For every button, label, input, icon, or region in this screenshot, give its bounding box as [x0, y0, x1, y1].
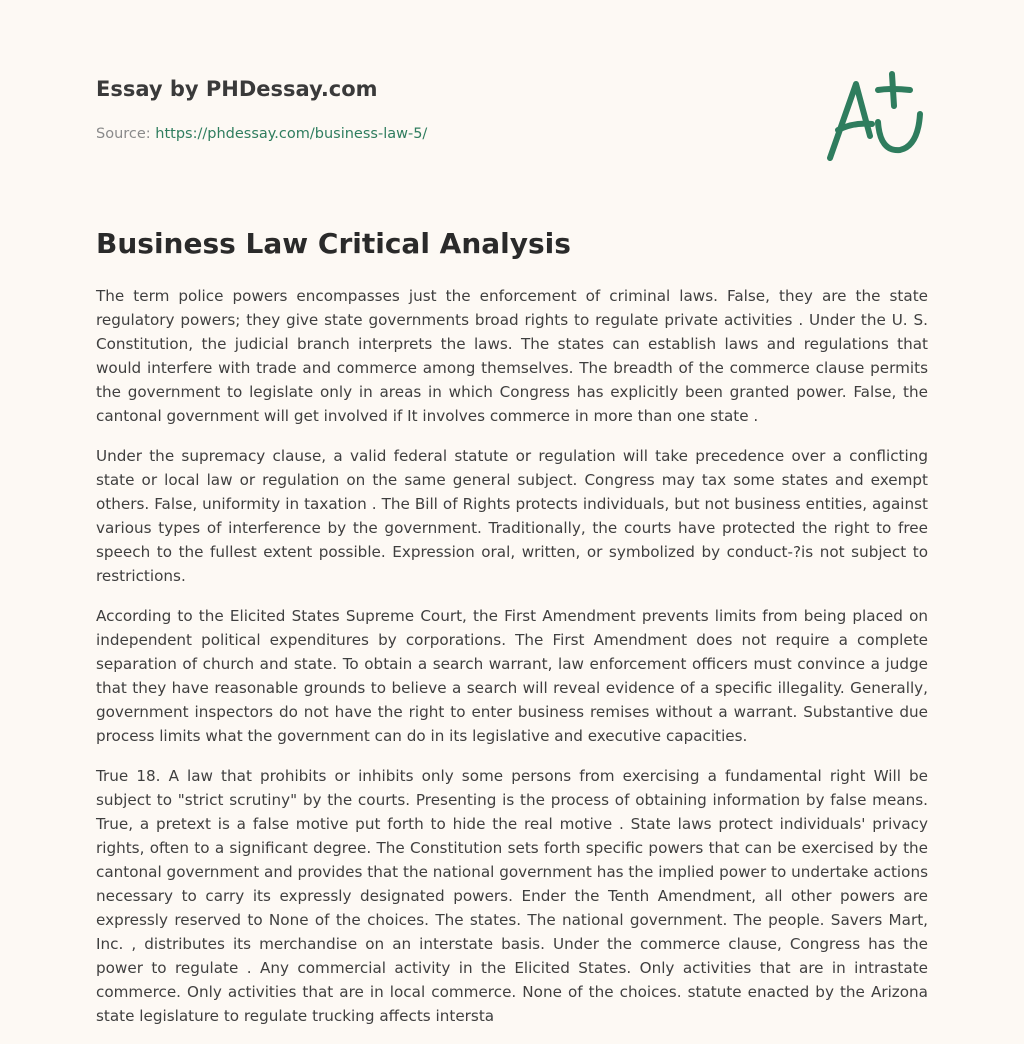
essay-body: [96, 284, 928, 1044]
essay-title: Business Law Critical Analysis: [96, 227, 571, 260]
site-brand: Essay by PHDessay.com: [96, 77, 378, 101]
source-line: [96, 124, 696, 144]
paragraph: Under the supremacy clause, a valid federal statute or regulation will take precedence over a conflicting state or local law or regulation on the same general subject. Congress may tax some states and exempt others. False, uniformity in taxation . The Bill of Rights protects individuals, but not business entities, against various types of interference by the government. Traditionally, the courts have protected the right to free speech to the fullest extent possible. Expression oral, written, or symbolized by conduct-?is not subject to restrictions.: [96, 447, 928, 585]
source-label: Source:: [96, 126, 156, 142]
paragraph: True 18. A law that prohibits or inhibits only some persons from exercising a fundamental right Will be subject to "strict scrutiny" by the courts. Presenting is the process of obtaining information by false means. True, a pretext is a false motive put forth to hide the real motive . State laws protect individuals' privacy rights, often to a significant degree. The Constitution sets forth specific powers that can be exercised by the cantonal government and provides that the national government has the implied power to undertake actions necessary to carry its expressly designated powers. Ender the Tenth Amendment, all other powers are expressly reserved to None of the choices. The states. The national government. The people. Savers Mart, Inc. , distributes its merchandise on an interstate basis. Under the commerce clause, Congress has the power to regulate . Any commercial activity in the Elicited States. Only activities that are in intrastate commerce. Only activities that are in local commerce. None of the choices. statute enacted by the Arizona state legislature to regulate trucking affects intersta: [96, 767, 928, 1025]
a-plus-grade-icon: [820, 66, 930, 166]
source-link[interactable]: https://phdessay.com/business-law-5/: [155, 126, 428, 142]
essay-header: [96, 74, 696, 144]
paragraph: The term police powers encompasses just the enforcement of criminal laws. False, they are the state regulatory powers; they give state governments broad rights to regulate private activities . Under the U. S. Constitution, the judicial branch interprets the laws. The states can establish laws and regulations that would interfere with trade and commerce among themselves. The breadth of the commerce clause permits the government to legislate only in areas in which Congress has explicitly been granted power. False, the cantonal government will get involved if It involves commerce in more than one state .: [96, 287, 928, 425]
paragraph: According to the Elicited States Supreme Court, the First Amendment prevents limits from being placed on independent political expenditures by corporations. The First Amendment does not require a complete separation of church and state. To obtain a search warrant, law enforcement officers must convince a judge that they have reasonable grounds to believe a search will reveal evidence of a specific illegality. Generally, government inspectors do not have the right to enter business remises without a warrant. Substantive due process limits what the government can do in its legislative and executive capacities.: [96, 607, 928, 745]
